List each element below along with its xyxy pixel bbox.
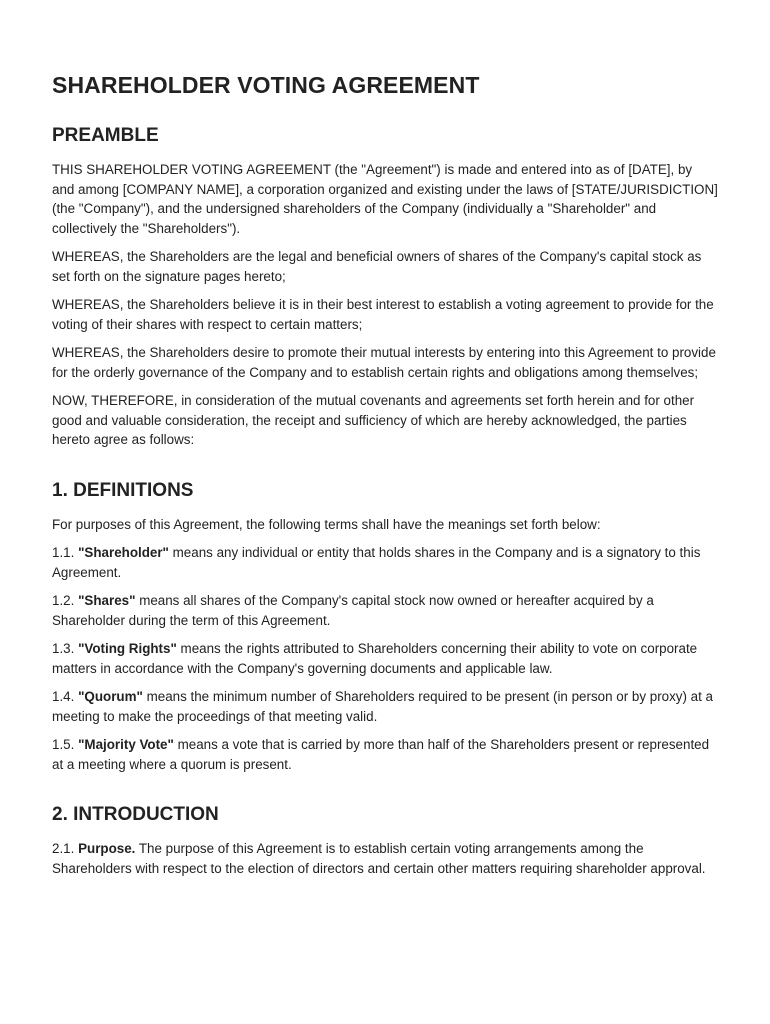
preamble-paragraph: THIS SHAREHOLDER VOTING AGREEMENT (the "Agreement") is made and entered into as of [DATE], by and among [COMPANY NAME], a corporation organized and existing under the laws of [STATE/JURISDICTION] (the "Company"), and the undersigned shareholders of the Company (individually a "Shareholder" and collectively the "Shareholders").: [52, 162, 718, 236]
clause-term: Purpose.: [78, 841, 136, 856]
now-therefore-paragraph: NOW, THEREFORE, in consideration of the mutual covenants and agreements set forth herein and for other good and valuable consideration, the receipt and sufficiency of which are hereby acknowledged, the parties hereto agree as follows:: [52, 393, 695, 447]
defined-term: "Shareholder": [78, 545, 169, 560]
clause-text: means the rights attributed to Shareholders concerning their ability to vote on corporate matters in accordance with the Company's governing documents and applicable law.: [52, 641, 698, 676]
document-title: SHAREHOLDER VOTING AGREEMENT: [52, 72, 480, 98]
clause-number: 1.2.: [52, 593, 75, 608]
whereas-paragraph: WHEREAS, the Shareholders desire to promote their mutual interests by entering into this Agreement to provide for the orderly governance of the Company and to establish certain rights and obligations among themselves;: [52, 345, 716, 380]
definitions-intro: For purposes of this Agreement, the following terms shall have the meanings set forth below:: [52, 516, 601, 532]
introduction-clause: [52, 839, 718, 878]
clause-number: 1.4.: [52, 689, 75, 704]
definition-clause: [52, 639, 718, 678]
clause-text: means all shares of the Company's capital stock now owned or hereafter acquired by a Shareholder during the term of this Agreement.: [52, 593, 654, 628]
defined-term: "Voting Rights": [78, 641, 177, 656]
whereas-paragraph: WHEREAS, the Shareholders believe it is in their best interest to establish a voting agreement to provide for the voting of their shares with respect to certain matters;: [52, 297, 714, 332]
definition-clause: [52, 543, 718, 582]
preamble-heading: PREAMBLE: [52, 125, 159, 146]
clause-number: 1.3.: [52, 641, 75, 656]
clause-number: 1.1.: [52, 545, 75, 560]
definition-clause: [52, 591, 718, 630]
whereas-paragraph: WHEREAS, the Shareholders are the legal and beneficial owners of shares of the Company's capital stock as set forth on the signature pages hereto;: [52, 249, 702, 284]
definitions-heading: 1. DEFINITIONS: [52, 479, 194, 501]
clause-text: means the minimum number of Shareholders required to be present (in person or by proxy) at a meeting to make the proceedings of that meeting valid.: [52, 689, 714, 724]
clause-text: The purpose of this Agreement is to establish certain voting arrangements among the Shareholders with respect to the election of directors and certain other matters requiring shareholder approval.: [52, 841, 706, 876]
introduction-heading: 2. INTRODUCTION: [52, 804, 219, 825]
definition-clause: [52, 687, 718, 726]
clause-text: means a vote that is carried by more than half of the Shareholders present or represented at a meeting where a quorum is present.: [52, 737, 710, 772]
clause-text: means any individual or entity that holds shares in the Company and is a signatory to this Agreement.: [52, 545, 701, 580]
defined-term: "Shares": [78, 593, 136, 608]
clause-number: 2.1.: [52, 841, 75, 856]
defined-term: "Majority Vote": [78, 737, 174, 752]
clause-number: 1.5.: [52, 737, 75, 752]
definition-clause: [52, 735, 718, 774]
defined-term: "Quorum": [78, 689, 143, 704]
